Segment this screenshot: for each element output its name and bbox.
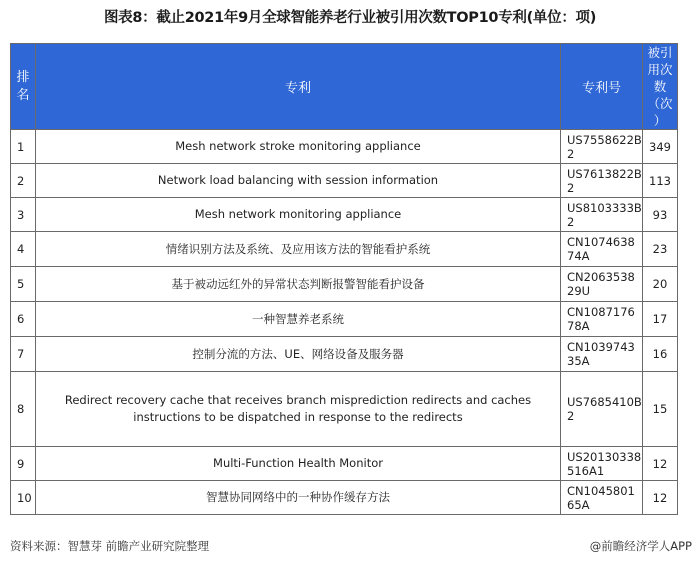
citation-count-cell: 349 [643, 130, 678, 164]
patent-title-cell: Network load balancing with session information [36, 164, 561, 198]
table-row [11, 302, 678, 337]
rank-cell: 1 [11, 130, 36, 164]
rank-cell: 6 [11, 302, 36, 337]
patent-title-cell: Multi-Function Health Monitor [36, 447, 561, 481]
patent-table [10, 43, 678, 515]
table-row [11, 198, 678, 232]
table-header-row [11, 44, 678, 130]
col-header-rank: 排 名 [11, 44, 36, 130]
col-header-patent: 专利 [36, 44, 561, 130]
patent-number-cell: CN103974335A [561, 337, 643, 372]
table-row [11, 447, 678, 481]
patent-number-cell: CN104580165A [561, 481, 643, 515]
brand-credit: @前瞻经济学人APP [589, 539, 692, 553]
patent-title-cell: Mesh network stroke monitoring appliance [36, 130, 561, 164]
table-row [11, 267, 678, 302]
citation-count-cell: 113 [643, 164, 678, 198]
patent-number-cell: US20130338516A1 [561, 447, 643, 481]
citation-count-cell: 17 [643, 302, 678, 337]
patent-number-cell: US7685410B2 [561, 372, 643, 447]
rank-cell: 3 [11, 198, 36, 232]
rank-cell: 10 [11, 481, 36, 515]
col-header-patent-number: 专利号 [561, 44, 643, 130]
citation-count-cell: 20 [643, 267, 678, 302]
patent-number-cell: CN206353829U [561, 267, 643, 302]
citation-count-cell: 16 [643, 337, 678, 372]
rank-cell: 5 [11, 267, 36, 302]
citation-count-cell: 23 [643, 232, 678, 267]
patent-title-cell: 控制分流的方法、UE、网络设备及服务器 [36, 337, 561, 372]
rank-cell: 4 [11, 232, 36, 267]
patent-number-cell: US7613822B2 [561, 164, 643, 198]
patent-title-cell: Redirect recovery cache that receives branch misprediction redirects and caches instructions to be dispatched in response to the redirects [36, 372, 561, 447]
patent-number-cell: US8103333B2 [561, 198, 643, 232]
table-row [11, 130, 678, 164]
rank-cell: 2 [11, 164, 36, 198]
source-note: 资料来源：智慧芽 前瞻产业研究院整理 [10, 539, 210, 553]
col-header-citations: 被引 用次 数 （次 ） [643, 44, 678, 130]
patent-title-cell: 基于被动远红外的异常状态判断报警智能看护设备 [36, 267, 561, 302]
patent-title-cell: 情绪识别方法及系统、及应用该方法的智能看护系统 [36, 232, 561, 267]
table-row [11, 232, 678, 267]
citation-count-cell: 12 [643, 481, 678, 515]
patent-title-cell: 一种智慧养老系统 [36, 302, 561, 337]
patent-number-cell: CN108717678A [561, 302, 643, 337]
rank-cell: 9 [11, 447, 36, 481]
citation-count-cell: 15 [643, 372, 678, 447]
citation-count-cell: 93 [643, 198, 678, 232]
patent-number-cell: US7558622B2 [561, 130, 643, 164]
table-row [11, 481, 678, 515]
rank-cell: 7 [11, 337, 36, 372]
citation-count-cell: 12 [643, 447, 678, 481]
table-row [11, 337, 678, 372]
rank-cell: 8 [11, 372, 36, 447]
patent-number-cell: CN107463874A [561, 232, 643, 267]
table-row [11, 372, 678, 447]
patent-title-cell: Mesh network monitoring appliance [36, 198, 561, 232]
table-row [11, 164, 678, 198]
patent-title-cell: 智慧协同网络中的一种协作缓存方法 [36, 481, 561, 515]
page-title: 图表8：截止2021年9月全球智能养老行业被引用次数TOP10专利(单位：项) [103, 10, 597, 26]
